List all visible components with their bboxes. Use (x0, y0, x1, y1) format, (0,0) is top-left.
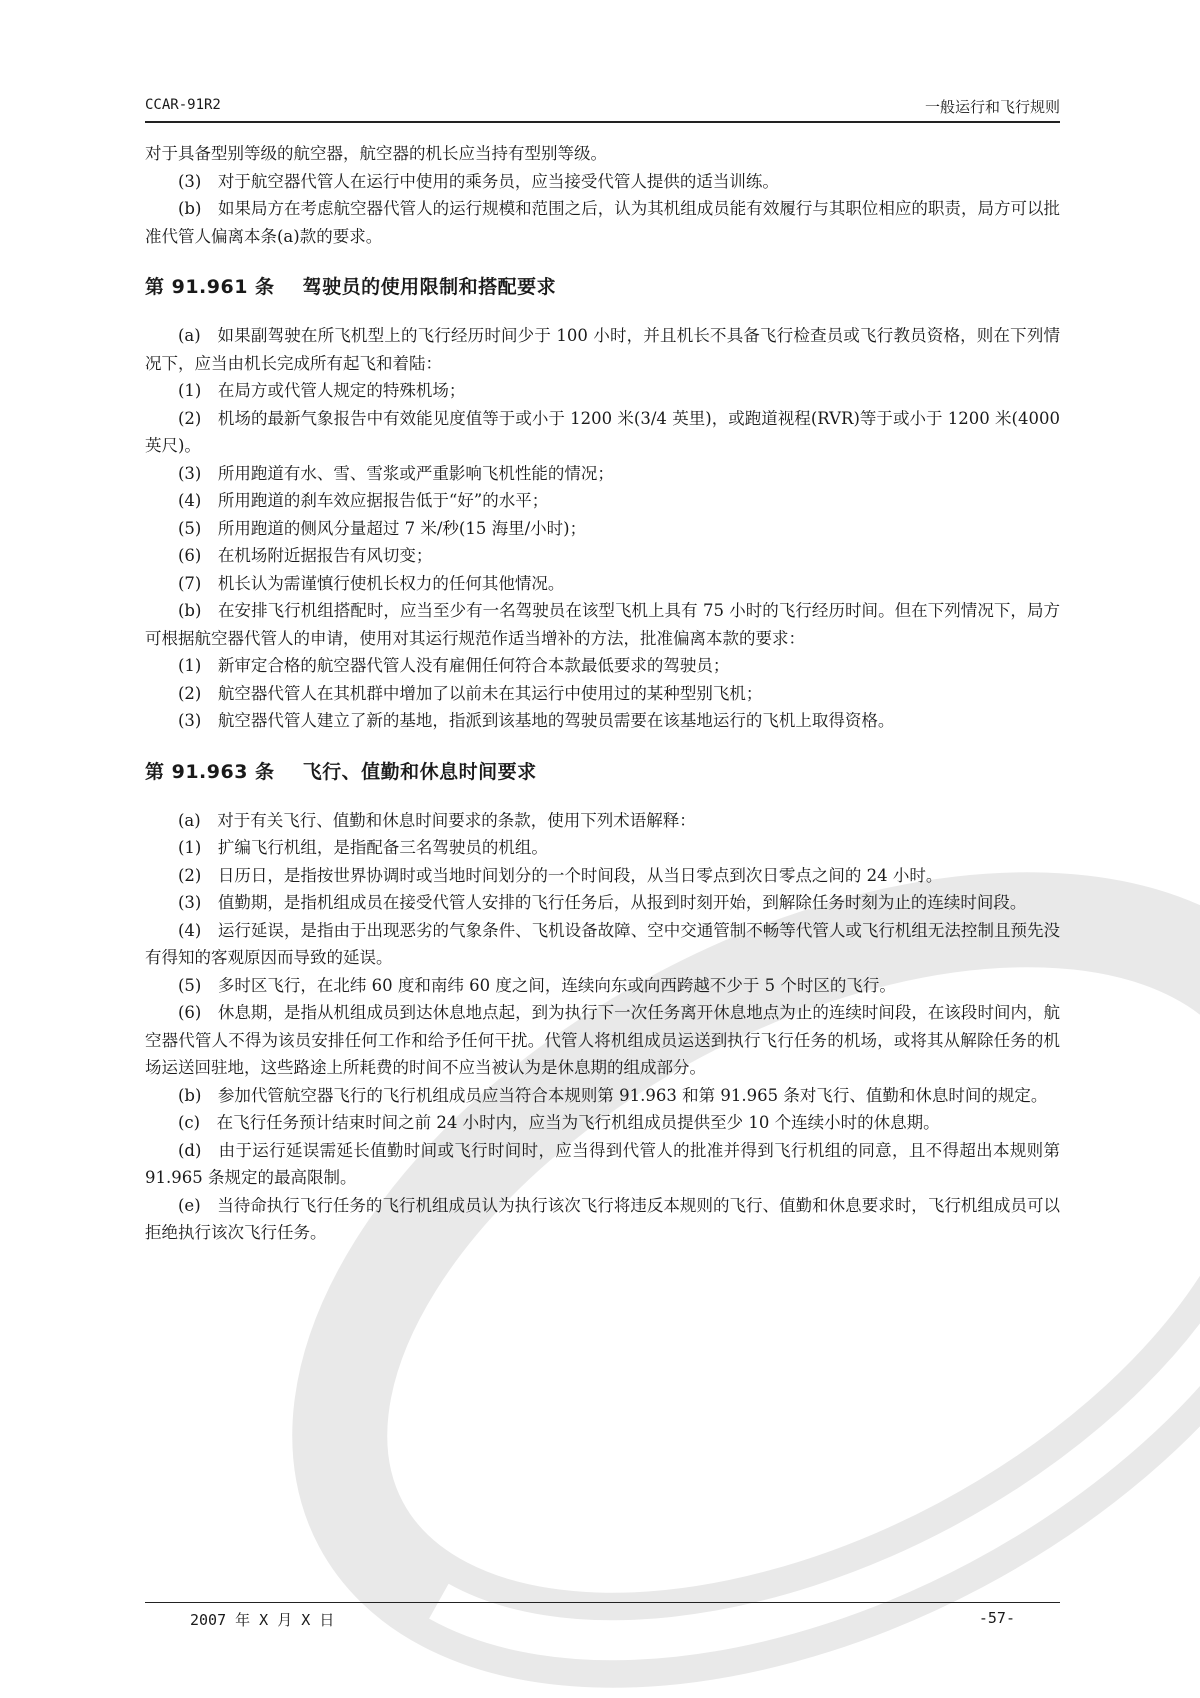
section-paragraph: (1) 新审定合格的航空器代管人没有雇佣任何符合本款最低要求的驾驶员； (178, 656, 730, 675)
footer-date: 2007 年 X 月 X 日 (190, 1611, 335, 1629)
section-paragraph: (5) 多时区飞行，在北纬 60 度和南纬 60 度之间，连续向东或向西跨越不少于 5 个时区的飞行。 (178, 975, 896, 995)
section-paragraph: (5) 所用跑道的侧风分量超过 7 米/秒(15 海里/小时)； (178, 518, 587, 538)
section-paragraph: (2) 日历日，是指按世界协调时或当地时间划分的一个时间段，从当日零点到次日零点之间的 24 小时。 (178, 865, 943, 885)
section-paragraph: (6) 在机场附近据报告有风切变； (178, 546, 433, 565)
page-content (145, 140, 1060, 1247)
section-paragraph: (3) 所用跑道有水、雪、雪浆或严重影响飞机性能的情况； (178, 463, 614, 483)
section-paragraph: (a) 如果副驾驶在所飞机型上的飞行经历时间少于 100 小时，并且机长不具备飞行检查员或飞行教员资格，则在下列情况下，应当由机长完成所有起飞和着陆： (145, 326, 1060, 373)
section-number: 第 91.963 条 (145, 760, 275, 783)
section-heading-91-961 (145, 272, 1060, 302)
section-title: 驾驶员的使用限制和搭配要求 (302, 276, 557, 298)
section-paragraph: (d) 由于运行延误需延长值勤时间或飞行时间时，应当得到代管人的批准并得到飞行机组的同意，且不得超出本规则第 91.965 条规定的最高限制。 (145, 1140, 1060, 1187)
doc-code: CCAR-91R2 (145, 97, 221, 113)
section-paragraph: (7) 机长认为需谨慎行使机长权力的任何其他情况。 (178, 573, 565, 593)
section-paragraph: (b) 在安排飞行机组搭配时，应当至少有一名驾驶员在该型飞机上具有 75 小时的飞行经历时间。但在下列情况下，局方可根据航空器代管人的申请，使用对其运行规范作适当增补的方法，批准偏离本款的要求： (145, 601, 1060, 648)
section-paragraph: (1) 在局方或代管人规定的特殊机场； (178, 381, 466, 400)
section-paragraph: (b) 参加代管航空器飞行的飞行机组成员应当符合本规则第 91.963 和第 91.965 条对飞行、值勤和休息时间的规定。 (178, 1085, 1048, 1105)
section-number: 第 91.961 条 (145, 276, 275, 298)
page-number: -57- (978, 1609, 1015, 1627)
section-paragraph: (2) 航空器代管人在其机群中增加了以前未在其运行中使用过的某种型别飞机； (178, 683, 763, 703)
section-paragraph: (3) 航空器代管人建立了新的基地，指派到该基地的驾驶员需要在该基地运行的飞机上取得资格。 (178, 711, 895, 730)
section-heading-91-963 (145, 757, 1060, 787)
intro-paragraph: 对于具备型别等级的航空器，航空器的机长应当持有型别等级。 (145, 144, 607, 163)
section-paragraph: (3) 值勤期，是指机组成员在接受代管人安排的飞行任务后，从报到时刻开始，到解除任务时刻为止的连续时间段。 (178, 893, 1027, 912)
section-paragraph: (1) 扩编飞行机组，是指配备三名驾驶员的机组。 (178, 838, 548, 857)
intro-paragraph: (3) 对于航空器代管人在运行中使用的乘务员，应当接受代管人提供的适当训练。 (178, 171, 779, 191)
section-paragraph: (e) 当待命执行飞行任务的飞行机组成员认为执行该次飞行将违反本规则的飞行、值勤和休息要求时，飞行机组成员可以拒绝执行该次飞行任务。 (145, 1195, 1060, 1242)
section-paragraph: (6) 休息期，是指从机组成员到达休息地点起，到为执行下一次任务离开休息地点为止的连续时间段，在该段时间内，航空器代管人不得为该员安排任何工作和给予任何干扰。代管人将机组成员运送到执行飞行任务的机场，或将其从解除任务的机场运送回驻地，这些路途上所耗费的时间不应当被认为是休息期的组成部分。 (145, 1003, 1060, 1077)
intro-paragraph: (b) 如果局方在考虑航空器代管人的运行规模和范围之后，认为其机组成员能有效履行与其职位相应的职责，局方可以批准代管人偏离本条(a)款的要求。 (145, 199, 1060, 246)
section-paragraph: (c) 在飞行任务预计结束时间之前 24 小时内，应当为飞行机组成员提供至少 10 个连续小时的休息期。 (178, 1113, 940, 1132)
section-paragraph: (a) 对于有关飞行、值勤和休息时间要求的条款，使用下列术语解释： (178, 810, 696, 830)
header-title: 一般运行和飞行规则 (924, 98, 1060, 116)
section-paragraph: (4) 运行延误，是指由于出现恶劣的气象条件、飞机设备故障、空中交通管制不畅等代管人或飞行机组无法控制且预先没有得知的客观原因而导致的延误。 (145, 920, 1060, 967)
page-footer (145, 1602, 1060, 1629)
section-paragraph: (2) 机场的最新气象报告中有效能见度值等于或小于 1200 米(3/4 英里)，或跑道视程(RVR)等于或小于 1200 米(4000 英尺)。 (145, 408, 1060, 455)
section-title: 飞行、值勤和休息时间要求 (302, 760, 537, 783)
page-header (145, 93, 1060, 123)
section-paragraph: (4) 所用跑道的刹车效应据报告低于“好”的水平； (178, 491, 549, 510)
